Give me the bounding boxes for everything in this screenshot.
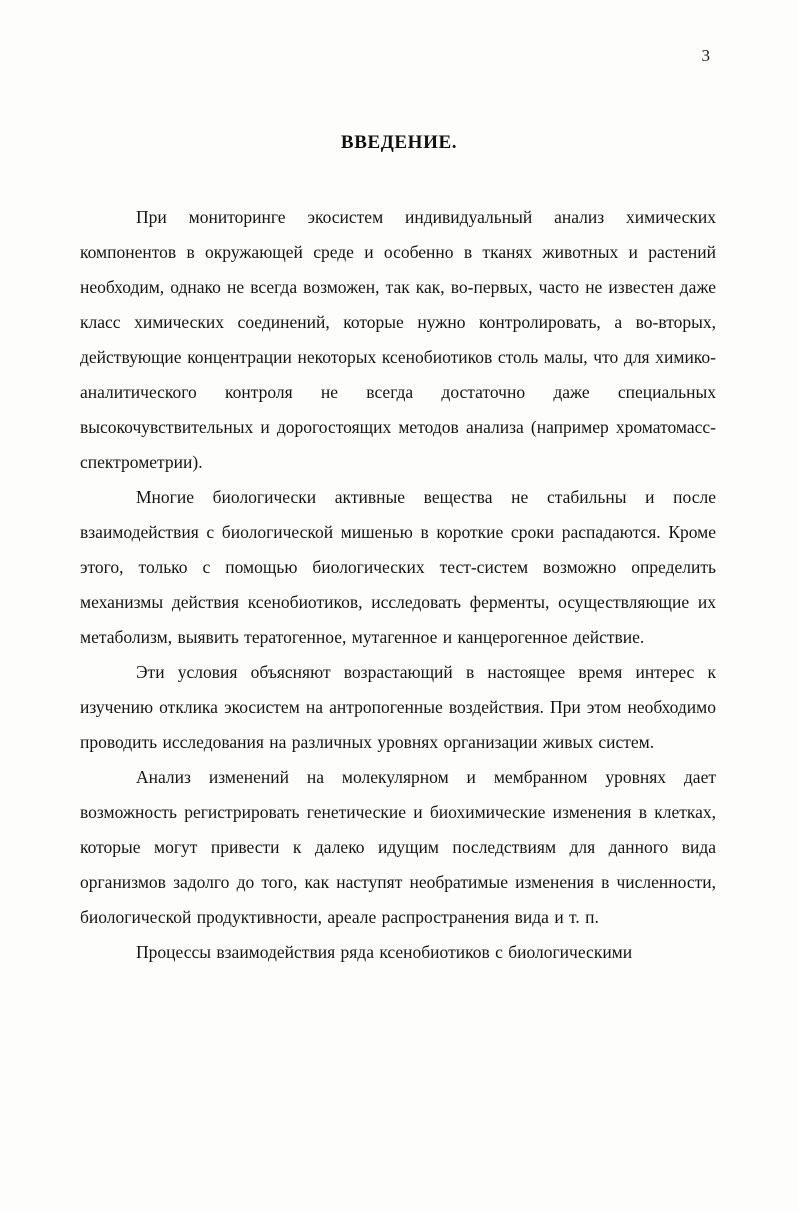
page-title: ВВЕДЕНИЕ. [340,132,458,153]
paragraph-2: Многие биологически активные вещества не стабильны и после взаимодействия с биологической мишенью в короткие сроки распадаются. Кроме этого, только с помощью биологических тест-систем возможно определить механизмы действия ксенобиотиков, исследовать ферменты, осуществляющие их метаболизм, выявить тератогенное, мутагенное и канцерогенное действие. [80,487,716,647]
paragraph-3: Эти условия объясняют возрастающий в настоящее время интерес к изучению отклика экосистем на антропогенные воздействия. При этом необходимо проводить исследования на различных уровнях организации живых систем. [80,662,716,752]
document-body [80,200,716,970]
paragraph-4: Анализ изменений на молекулярном и мембранном уровнях дает возможность регистрировать генетические и биохимические изменения в клетках, которые могут привести к далеко идущим последствиям для данного вида организмов задолго до того, как наступят необратимые изменения в численности, биологической продуктивности, ареале распространения вида и т. п. [80,767,716,927]
paragraph-1: При мониторинге экосистем индивидуальный анализ химических компонентов в окружающей среде и особенно в тканях животных и растений необходим, однако не всегда возможен, так как, во-первых, часто не известен даже класс химических соединений, которые нужно контролировать, а во-вторых, действующие концентрации некоторых ксенобиотиков столь малы, что для химико-аналитического контроля не всегда достаточно даже специальных высокочувствительных и дорогостоящих методов анализа (например хроматомасс-спектрометрии). [80,207,716,472]
page-number: 3 [701,46,710,65]
paragraph-5: Процессы взаимодействия ряда ксенобиотиков с биологическими [136,942,633,962]
